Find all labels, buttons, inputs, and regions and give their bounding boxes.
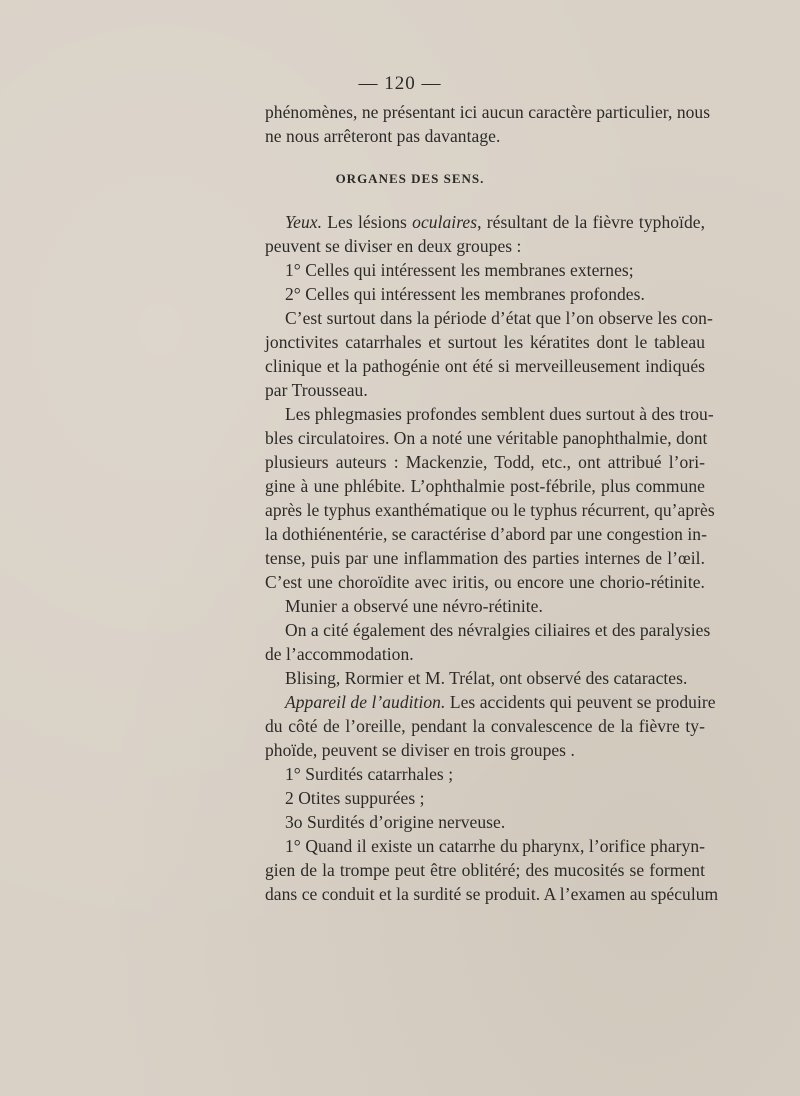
text-line: tense, puis par une inflammation des parties internes de l’œil. — [265, 548, 705, 568]
text-line: On a cité également des névralgies ciliaires et des paralysies — [285, 620, 711, 640]
text-line: gien de la trompe peut être oblitéré; des mucosités se forment — [265, 860, 705, 880]
list-item: 3o Surdités d’origine nerveuse. — [285, 812, 506, 832]
text-line: plusieurs auteurs : Mackenzie, Todd, etc., ont attribué l’ori- — [265, 452, 705, 472]
text-line: la dothiénentérie, se caractérise d’abord par une congestion in- — [265, 524, 707, 544]
text-line: bles circulatoires. On a noté une véritable panophthalmie, dont — [265, 428, 708, 448]
text-line: 1° Quand il existe un catarrhe du pharynx, l’orifice pharyn- — [285, 836, 705, 856]
eyes-label: Yeux. — [285, 212, 323, 232]
text-line: peuvent se diviser en deux groupes : — [265, 236, 522, 256]
list-item: 1° Celles qui intéressent les membranes externes; — [285, 260, 634, 280]
list-item: 1° Surdités catarrhales ; — [285, 764, 454, 784]
text-line: clinique et la pathogénie ont été si merveilleusement indiqués — [265, 356, 705, 376]
text-line: Blising, Rormier et M. Trélat, ont observé des cataractes. — [285, 668, 688, 688]
text-line: du côté de l’oreille, pendant la convalescence de la fièvre ty- — [265, 716, 705, 736]
intro-paragraph — [265, 100, 711, 148]
text-line: jonctivites catarrhales et surtout les kératites dont le tableau — [265, 332, 705, 352]
text-line: de l’accommodation. — [265, 644, 414, 664]
eyes-section — [265, 210, 719, 906]
text-line: dans ce conduit et la surdité se produit. A l’examen au spéculum — [265, 884, 719, 904]
text-line: par Trousseau. — [265, 380, 368, 400]
text-line: après le typhus exanthématique ou le typhus récurrent, qu’après — [265, 500, 715, 520]
text-line: Appareil de l’audition. Les accidents qui peuvent se produire — [285, 692, 716, 712]
text-line: ne nous arrêteront pas davantage. — [265, 126, 501, 146]
text-line: phénomènes, ne présentant ici aucun caractère particulier, nous — [265, 102, 711, 122]
list-item: 2° Celles qui intéressent les membranes profondes. — [285, 284, 645, 304]
page-number: — 120 — — [358, 73, 442, 94]
text-line: C’est une choroïdite avec iritis, ou encore une chorio-rétinite. — [265, 572, 705, 592]
hearing-label: Appareil de l’audition. — [285, 692, 446, 712]
text-line: phoïde, peuvent se diviser en trois groupes . — [265, 740, 575, 760]
text-line: Munier a observé une névro-rétinite. — [285, 596, 543, 616]
text-line: C’est surtout dans la période d’état que l’on observe les con- — [285, 308, 713, 328]
text-line: Yeux. Les lésions oculaires, résultant de la fièvre typhoïde, — [285, 212, 705, 232]
section-heading: ORGANES DES SENS. — [335, 171, 485, 186]
list-item: 2 Otites suppurées ; — [285, 788, 425, 808]
text-line: Les phlegmasies profondes semblent dues surtout à des trou- — [285, 404, 714, 424]
text-line: gine à une phlébite. L’ophthalmie post-fébrile, plus commune — [265, 476, 705, 496]
